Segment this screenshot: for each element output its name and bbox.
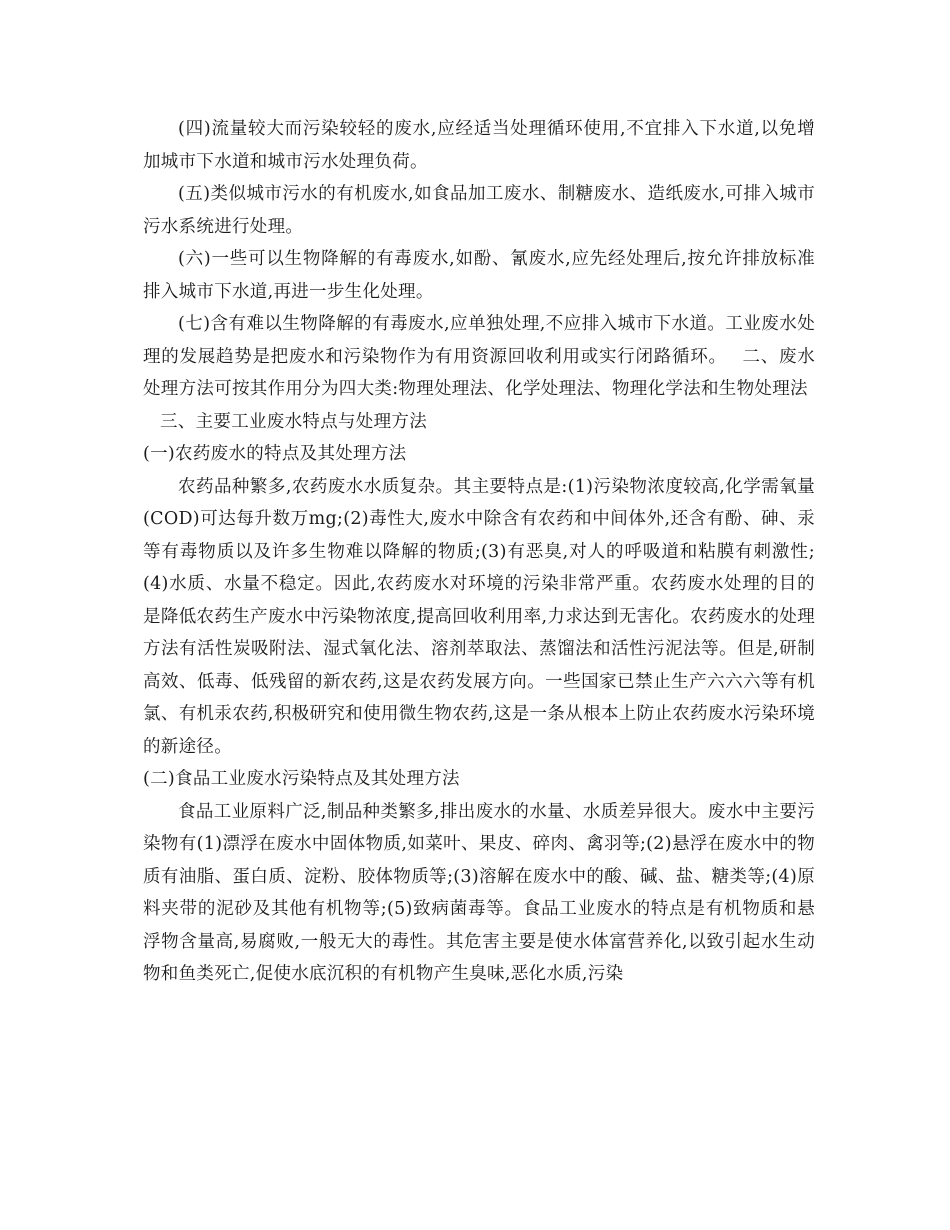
paragraph-pesticide-wastewater: 农药品种繁多,农药废水水质复杂。其主要特点是:(1)污染物浓度较高,化学需氧量(COD)可达每升数万mg;(2)毒性大,废水中除含有农药和中间体外,还含有酚、砷、汞等有毒物质以及许多生物难以降解的物质;(3)有恶臭,对人的呼吸道和粘膜有刺激性;(4)水质、水量不稳定。因此,农药废水对环境的污染非常严重。农药废水处理的目的是降低农药生产废水中污染物浓度,提高回收利用率,力求达到无害化。农药废水的处理方法有活性炭吸附法、湿式氧化法、溶剂萃取法、蒸馏法和活性污泥法等。但是,研制高效、低毒、低残留的新农药,这是农药发展方向。一些国家已禁止生产六六六等有机氯、有机汞农药,积极研究和使用微生物农药,这是一条从根本上防止农药废水污染环境的新途径。: [143, 476, 815, 757]
paragraph-item-4: (四)流量较大而污染较轻的废水,应经适当处理循环使用,不宜排入下水道,以免增加城市下水道和城市污水处理负荷。: [143, 119, 815, 172]
paragraph-item-6: (六)一些可以生物降解的有毒废水,如酚、氰废水,应先经处理后,按允许排放标准排入城市下水道,再进一步生化处理。: [143, 249, 815, 302]
subsection-heading-food-industry: (二)食品工业废水污染特点及其处理方法: [143, 769, 460, 789]
paragraph-item-7: (七)含有难以生物降解的有毒废水,应单独处理,不应排入城市下水道。工业废水处理的发展趋势是把废水和污染物作为有用资源回收利用或实行闭路循环。 二、废水处理方法可按其作用分为四大类:物理处理法、化学处理法、物理化学法和生物处理法: [143, 314, 815, 399]
section-heading-3: 三、主要工业废水特点与处理方法: [160, 411, 427, 432]
subsection-heading-pesticide: (一)农药废水的特点及其处理方法: [143, 444, 407, 464]
document-body: [143, 113, 815, 991]
paragraph-food-industry-wastewater: 食品工业原料广泛,制品种类繁多,排出废水的水量、水质差异很大。废水中主要污染物有(1)漂浮在废水中固体物质,如菜叶、果皮、碎肉、禽羽等;(2)悬浮在废水中的物质有油脂、蛋白质、淀粉、胶体物质等;(3)溶解在废水中的酸、碱、盐、糖类等;(4)原料夹带的泥砂及其他有机物等;(5)致病菌毒等。食品工业废水的特点是有机物质和悬浮物含量高,易腐败,一般无大的毒性。其危害主要是使水体富营养化,以致引起水生动物和鱼类死亡,促使水底沉积的有机物产生臭味,恶化水质,污染: [143, 801, 815, 984]
paragraph-item-5: (五)类似城市污水的有机废水,如食品加工废水、制糖废水、造纸废水,可排入城市污水系统进行处理。: [143, 184, 815, 237]
